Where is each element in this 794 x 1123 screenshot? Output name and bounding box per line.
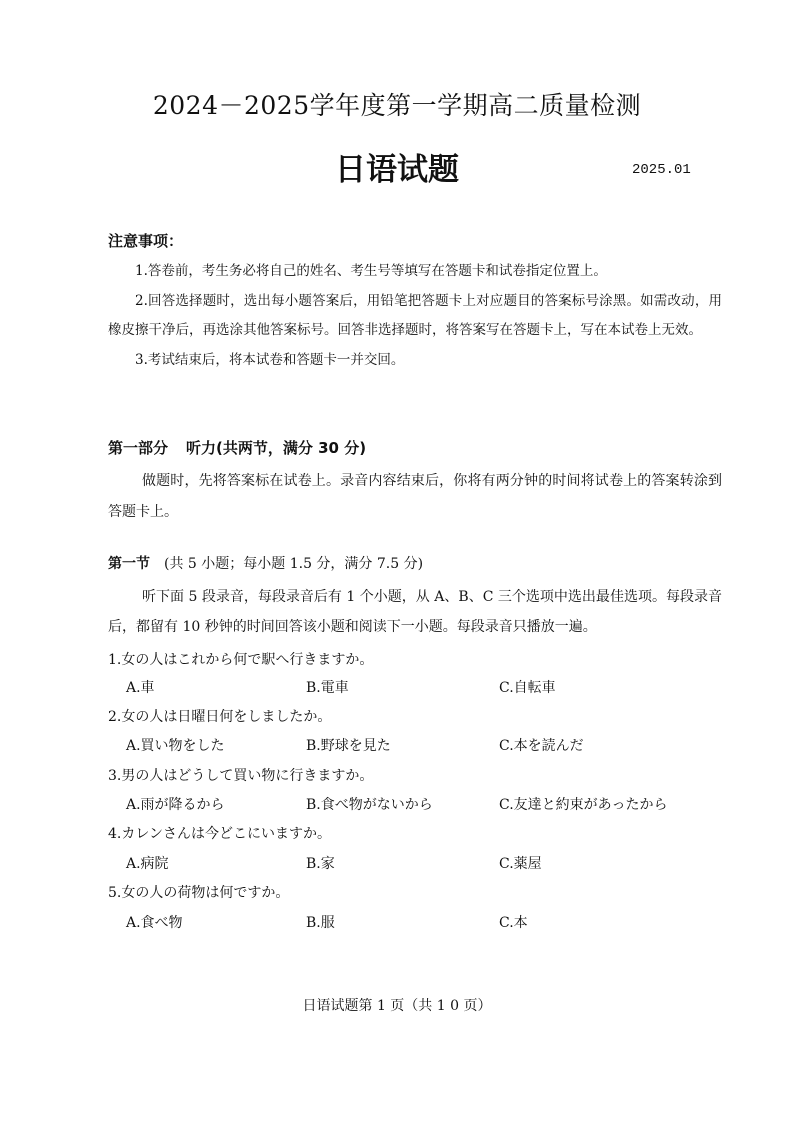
question-4: 4.カレンさんは今どこにいますか。 bbox=[108, 826, 332, 842]
question-2-options bbox=[126, 735, 726, 755]
question-3-options bbox=[126, 794, 726, 814]
option-b: B.食べ物がないから bbox=[306, 797, 433, 813]
question-3: 3.男の人はどうして買い物に行きますか。 bbox=[108, 768, 374, 784]
question-4-options bbox=[126, 853, 726, 873]
option-a: A.雨が降るから bbox=[126, 797, 225, 813]
option-c: C.薬屋 bbox=[499, 856, 542, 872]
option-b: B.電車 bbox=[306, 680, 349, 696]
question-1-options bbox=[126, 677, 726, 697]
option-b: B.家 bbox=[306, 856, 335, 872]
section1-heading bbox=[108, 553, 423, 573]
section1-title: (共 5 小题；每小题 1.5 分，满分 7.5 分) bbox=[164, 556, 424, 572]
subject-title: 日语试题 bbox=[335, 152, 459, 188]
part1-heading bbox=[108, 437, 366, 458]
notice-item-3: 3.考试结束后，将本试卷和答题卡一并交回。 bbox=[135, 351, 405, 368]
option-c: C.本を読んだ bbox=[499, 738, 584, 754]
question-1: 1.女の人はこれから何で駅へ行きますか。 bbox=[108, 652, 374, 668]
section1-label: 第一节 bbox=[108, 556, 150, 572]
notice-item-2: 2.回答选择题时，选出每小题答案后，用铅笔把答题卡上对应题目的答案标号涂黑。如需改动，用橡皮擦干净后，再选涂其他答案标号。回答非选择题时，将答案写在答题卡上，写在本试卷上无效。 bbox=[108, 292, 722, 338]
section1-instruction: 听下面 5 段录音，每段录音后有 1 个小题，从 A、B、C 三个选项中选出最佳选项。每段录音后，都留有 10 秒钟的时间回答该小题和阅读下一小题。每段录音只播放一遍。 bbox=[108, 589, 722, 635]
question-5: 5.女の人の荷物は何ですか。 bbox=[108, 885, 290, 901]
notice-item-1: 1.答卷前，考生务必将自己的姓名、考生号等填写在答题卡和试卷指定位置上。 bbox=[135, 263, 607, 279]
part1-title: 听力(共两节，满分 30 分) bbox=[186, 439, 367, 457]
option-a: A.病院 bbox=[126, 856, 169, 872]
question-2: 2.女の人は日曜日何をしましたか。 bbox=[108, 709, 332, 725]
notice-heading: 注意事项： bbox=[108, 232, 184, 250]
exam-title: 2024－2025学年度第一学期高二质量检测 bbox=[152, 91, 642, 120]
option-a: A.食べ物 bbox=[126, 915, 183, 931]
page-footer: 日语试题第 1 页（共 1 0 页） bbox=[302, 998, 492, 1014]
part1-label: 第一部分 bbox=[108, 439, 169, 457]
part1-instruction: 做题时，先将答案标在试卷上。录音内容结束后，你将有两分钟的时间将试卷上的答案转涂到答题卡上。 bbox=[108, 473, 722, 520]
question-5-options bbox=[126, 912, 726, 932]
option-c: C.友達と約束があったから bbox=[499, 797, 668, 813]
option-b: B.野球を見た bbox=[306, 738, 391, 754]
option-c: C.自転車 bbox=[499, 680, 556, 696]
option-a: A.車 bbox=[126, 680, 155, 696]
option-b: B.服 bbox=[306, 915, 335, 931]
option-a: A.買い物をした bbox=[126, 738, 225, 754]
notice-list bbox=[108, 257, 722, 375]
option-c: C.本 bbox=[499, 915, 528, 931]
exam-date: 2025.01 bbox=[632, 162, 691, 178]
